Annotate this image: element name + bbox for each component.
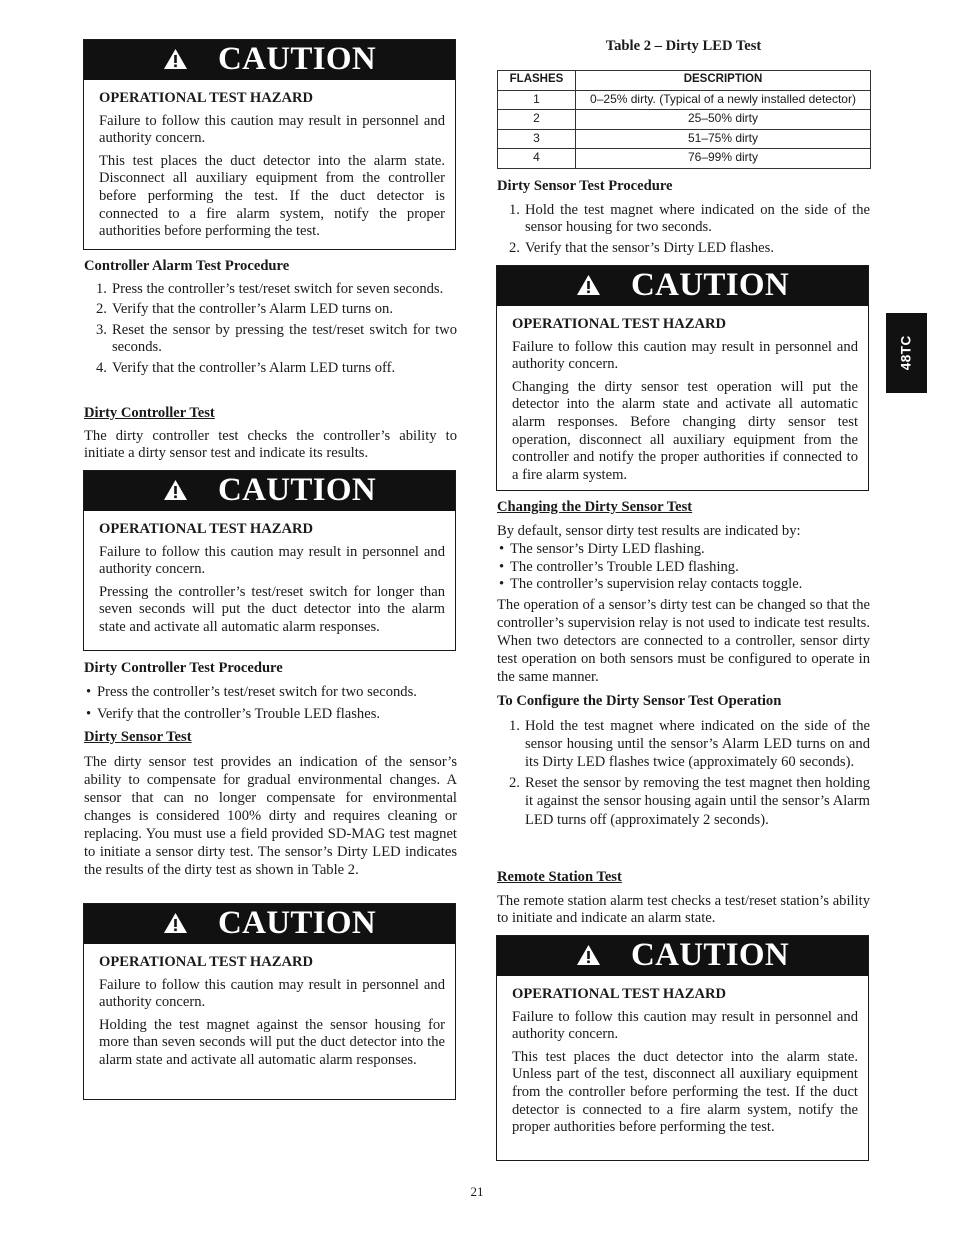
section-heading: Dirty Sensor Test Procedure bbox=[497, 178, 673, 194]
caution-title: CAUTION bbox=[631, 267, 789, 304]
caution-box-2 bbox=[83, 470, 456, 651]
caution-failure-text: Failure to follow this caution may result in personnel and authority concern. bbox=[99, 112, 445, 147]
warning-triangle-icon bbox=[163, 479, 188, 501]
caution-box-4 bbox=[496, 265, 869, 491]
paragraph: By default, sensor dirty test results are indicated by: bbox=[497, 522, 801, 539]
section-heading: Controller Alarm Test Procedure bbox=[84, 258, 290, 274]
dirty-led-table bbox=[497, 70, 871, 169]
side-tab bbox=[886, 313, 927, 393]
caution-body-text: Pressing the controller’s test/reset switch for longer than seven seconds will put the duct detector into the alarm state and activate all automatic alarm responses. bbox=[99, 583, 445, 635]
controller-alarm-section bbox=[84, 258, 457, 381]
section-heading: Dirty Controller Test bbox=[84, 405, 215, 421]
caution-header bbox=[84, 40, 455, 80]
table-cell: 2 bbox=[498, 110, 576, 130]
table-row bbox=[498, 149, 871, 169]
step-list bbox=[497, 202, 870, 258]
step-list bbox=[84, 281, 457, 378]
list-item: 1. Hold the test magnet where indicated on the side of the sensor housing for two seconds. bbox=[509, 201, 870, 236]
step-list bbox=[497, 717, 870, 829]
caution-header bbox=[84, 904, 455, 944]
configure-section bbox=[497, 693, 870, 832]
table-cell: 4 bbox=[498, 149, 576, 169]
caution-title: CAUTION bbox=[631, 937, 789, 974]
caution-body-text: This test places the duct detector into the alarm state. Unless part of the test, disconnect all auxiliary equipment from the controller before performing the test. If the duct detector is connected to a fire alarm system, notify the proper authorities before performing the test. bbox=[512, 1048, 858, 1136]
list-item: • Verify that the controller’s Trouble LED flashes. bbox=[84, 706, 457, 724]
table-title: Table 2 – Dirty LED Test bbox=[605, 38, 762, 54]
list-item: 2. Verify that the sensor’s Dirty LED flashes. bbox=[509, 239, 774, 256]
table-header: FLASHES bbox=[498, 71, 576, 91]
warning-triangle-icon bbox=[163, 912, 188, 934]
section-heading: Dirty Sensor Test bbox=[84, 729, 192, 745]
caution-title: CAUTION bbox=[218, 472, 376, 509]
caution-header bbox=[497, 266, 868, 306]
hazard-title: OPERATIONAL TEST HAZARD bbox=[99, 954, 314, 970]
paragraph: The dirty sensor test provides an indication of the sensor’s ability to compensate for gradual environmental changes. A sensor that can no longer compensate for environmental changes is considered 100% dirty and requires cleaning or replacing. You must use a field provided SD-MAG test magnet to initiate a sensor dirty test. The sensor’s Dirty LED indicates the results of the dirty test as shown in Table 2. bbox=[84, 753, 457, 878]
section-heading: Changing the Dirty Sensor Test bbox=[497, 499, 693, 515]
caution-body-text: Changing the dirty sensor test operation will put the detector into the alarm state and activate all automatic alarm responses. Before changing dirty sensor test operation, disconnect all auxiliary equipment from the controller and notify the proper authorities if connected to a fire alarm system. bbox=[512, 378, 858, 483]
dirty-sensor-section bbox=[84, 729, 457, 879]
hazard-title: OPERATIONAL TEST HAZARD bbox=[99, 90, 314, 106]
table-header: DESCRIPTION bbox=[576, 71, 871, 91]
list-item: • The controller’s Trouble LED flashing. bbox=[497, 559, 870, 577]
caution-title: CAUTION bbox=[218, 41, 376, 78]
list-item: • The controller’s supervision relay contacts toggle. bbox=[497, 576, 870, 594]
caution-body-text: Holding the test magnet against the sensor housing for more than seven seconds will put the duct detector into the alarm state and activate all automatic alarm responses. bbox=[99, 1016, 445, 1068]
bullet-list bbox=[497, 541, 870, 594]
list-item: 2. Verify that the controller’s Alarm LED turns on. bbox=[96, 301, 393, 318]
section-heading: Dirty Controller Test Procedure bbox=[84, 660, 283, 676]
warning-triangle-icon bbox=[576, 944, 601, 966]
table-cell: 1 bbox=[498, 90, 576, 110]
table-cell: 25–50% dirty bbox=[576, 110, 871, 130]
hazard-title: OPERATIONAL TEST HAZARD bbox=[99, 521, 314, 537]
table-cell: 76–99% dirty bbox=[576, 149, 871, 169]
caution-box-5 bbox=[496, 935, 869, 1161]
hazard-title: OPERATIONAL TEST HAZARD bbox=[512, 316, 727, 332]
warning-triangle-icon bbox=[163, 48, 188, 70]
dirty-controller-procedure-section bbox=[84, 660, 457, 724]
caution-failure-text: Failure to follow this caution may result in personnel and authority concern. bbox=[99, 543, 445, 578]
section-heading: To Configure the Dirty Sensor Test Operation bbox=[497, 693, 782, 709]
remote-station-section bbox=[497, 869, 870, 928]
list-item: 3. Reset the sensor by pressing the test/reset switch for two seconds. bbox=[96, 321, 457, 356]
caution-failure-text: Failure to follow this caution may result in personnel and authority concern. bbox=[512, 338, 858, 373]
caution-header bbox=[497, 936, 868, 976]
list-item: • Press the controller’s test/reset switch for two seconds. bbox=[84, 684, 457, 702]
bullet-list bbox=[84, 684, 457, 724]
table-header-row bbox=[498, 71, 871, 91]
caution-body-text: This test places the duct detector into the alarm state. Disconnect all auxiliary equipment from the controller before performing the test. If the duct detector is connected to a fire alarm system, notify the proper authorities before performing the test. bbox=[99, 152, 445, 240]
side-tab-label: 48TC bbox=[898, 335, 914, 371]
dirty-controller-section bbox=[84, 405, 457, 463]
list-item: 2. Reset the sensor by removing the test magnet then holding it against the sensor housing again until the sensor’s Alarm LED turns off (approximately 2 seconds). bbox=[509, 775, 870, 828]
caution-title: CAUTION bbox=[218, 905, 376, 942]
table-row bbox=[498, 129, 871, 149]
hazard-title: OPERATIONAL TEST HAZARD bbox=[512, 986, 727, 1002]
table-row bbox=[498, 110, 871, 130]
paragraph: The operation of a sensor’s dirty test can be changed so that the controller’s supervision relay is not used to indicate test results. When two detectors are connected to a controller, sensor dirty test operation on both sensors must be configured to operate in the same manner. bbox=[497, 596, 870, 685]
table-row bbox=[498, 90, 871, 110]
caution-failure-text: Failure to follow this caution may result in personnel and authority concern. bbox=[99, 976, 445, 1011]
paragraph: The dirty controller test checks the controller’s ability to initiate a dirty sensor test and indicate its results. bbox=[84, 427, 457, 462]
caution-box-3 bbox=[83, 903, 456, 1100]
list-item: 4. Verify that the controller’s Alarm LED turns off. bbox=[96, 359, 396, 376]
caution-box-1 bbox=[83, 39, 456, 250]
changing-dirty-sensor-section bbox=[497, 499, 870, 686]
warning-triangle-icon bbox=[576, 274, 601, 296]
list-item: 1. Hold the test magnet where indicated on the side of the sensor housing until the sensor’s Alarm LED turns on and its Dirty LED flashes twice (approximately 60 seconds). bbox=[509, 717, 870, 770]
table-cell: 3 bbox=[498, 129, 576, 149]
page-number: 21 bbox=[470, 1184, 484, 1199]
list-item: • The sensor’s Dirty LED flashing. bbox=[497, 541, 870, 559]
table-cell: 51–75% dirty bbox=[576, 129, 871, 149]
section-heading: Remote Station Test bbox=[497, 869, 622, 885]
list-item: 1. Press the controller’s test/reset switch for seven seconds. bbox=[96, 280, 444, 297]
paragraph: The remote station alarm test checks a test/reset station’s ability to initiate and indicate an alarm state. bbox=[497, 892, 870, 927]
caution-failure-text: Failure to follow this caution may result in personnel and authority concern. bbox=[512, 1008, 858, 1043]
table-cell: 0–25% dirty. (Typical of a newly installed detector) bbox=[576, 90, 871, 110]
caution-header bbox=[84, 471, 455, 511]
dirty-sensor-procedure-section bbox=[497, 178, 870, 260]
